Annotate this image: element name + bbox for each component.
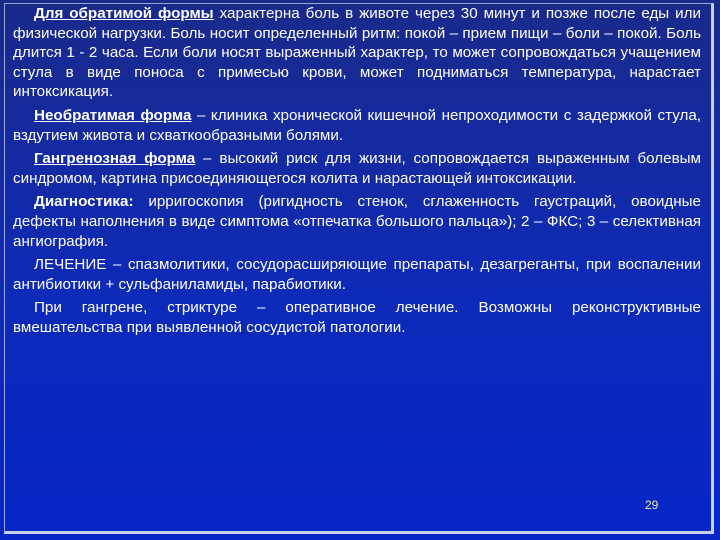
slide-content [13, 4, 701, 342]
paragraph-gangrenous-form [13, 149, 701, 188]
paragraph-text: – высокий риск для жизни, сопровождается выраженным болевым синдромом, картина присоединяющегося колита и нарастающей интоксикации. [13, 150, 701, 187]
paragraph-surgery [13, 298, 701, 337]
paragraph-reversible-form [13, 4, 701, 102]
paragraph-treatment [13, 255, 701, 294]
paragraph-diagnostics [13, 192, 701, 251]
paragraph-irreversible-form [13, 106, 701, 145]
paragraph-text: – спазмолитики, сосудорасширяющие препараты, дезагреганты, при воспалении антибиотики + сульфаниламиды, парабиотики. [13, 256, 701, 293]
page-number: 29 [645, 498, 659, 512]
term-gangrenous-form: Гангренозная форма [34, 150, 196, 168]
term-treatment: ЛЕЧЕНИЕ [34, 256, 107, 274]
term-diagnostics: Диагностика: [34, 193, 134, 211]
paragraph-text: характерна боль в животе через 30 минут и позже после еды или физической нагрузки. Боль носит определенный ритм: покой – прием пищи – боли – покой. Боль длится 1 - 2 часа. Если боли носят выраженный характер, то может сопровождаться учащением стула в виде поноса с примесью крови, может подниматься температура, нарастает интоксикация. [13, 5, 701, 101]
term-reversible-form: Для обратимой формы [34, 5, 214, 22]
term-irreversible-form: Необратимая форма [34, 106, 192, 124]
paragraph-text: При гангрене, стриктуре – оперативное лечение. Возможны реконструктивные вмешательства при выявленной сосудистой патологии. [13, 299, 701, 336]
paragraph-text: ирригоскопия (ригидность стенок, сглаженность гаустраций, овоидные дефекты наполнения в виде симптома «отпечатка большого пальца»); 2 – ФКС; 3 – селективная ангиография. [13, 193, 701, 250]
paragraph-text: – клиника хронической кишечной непроходимости с задержкой стула, вздутием живота и схваткообразными болями. [13, 106, 701, 144]
